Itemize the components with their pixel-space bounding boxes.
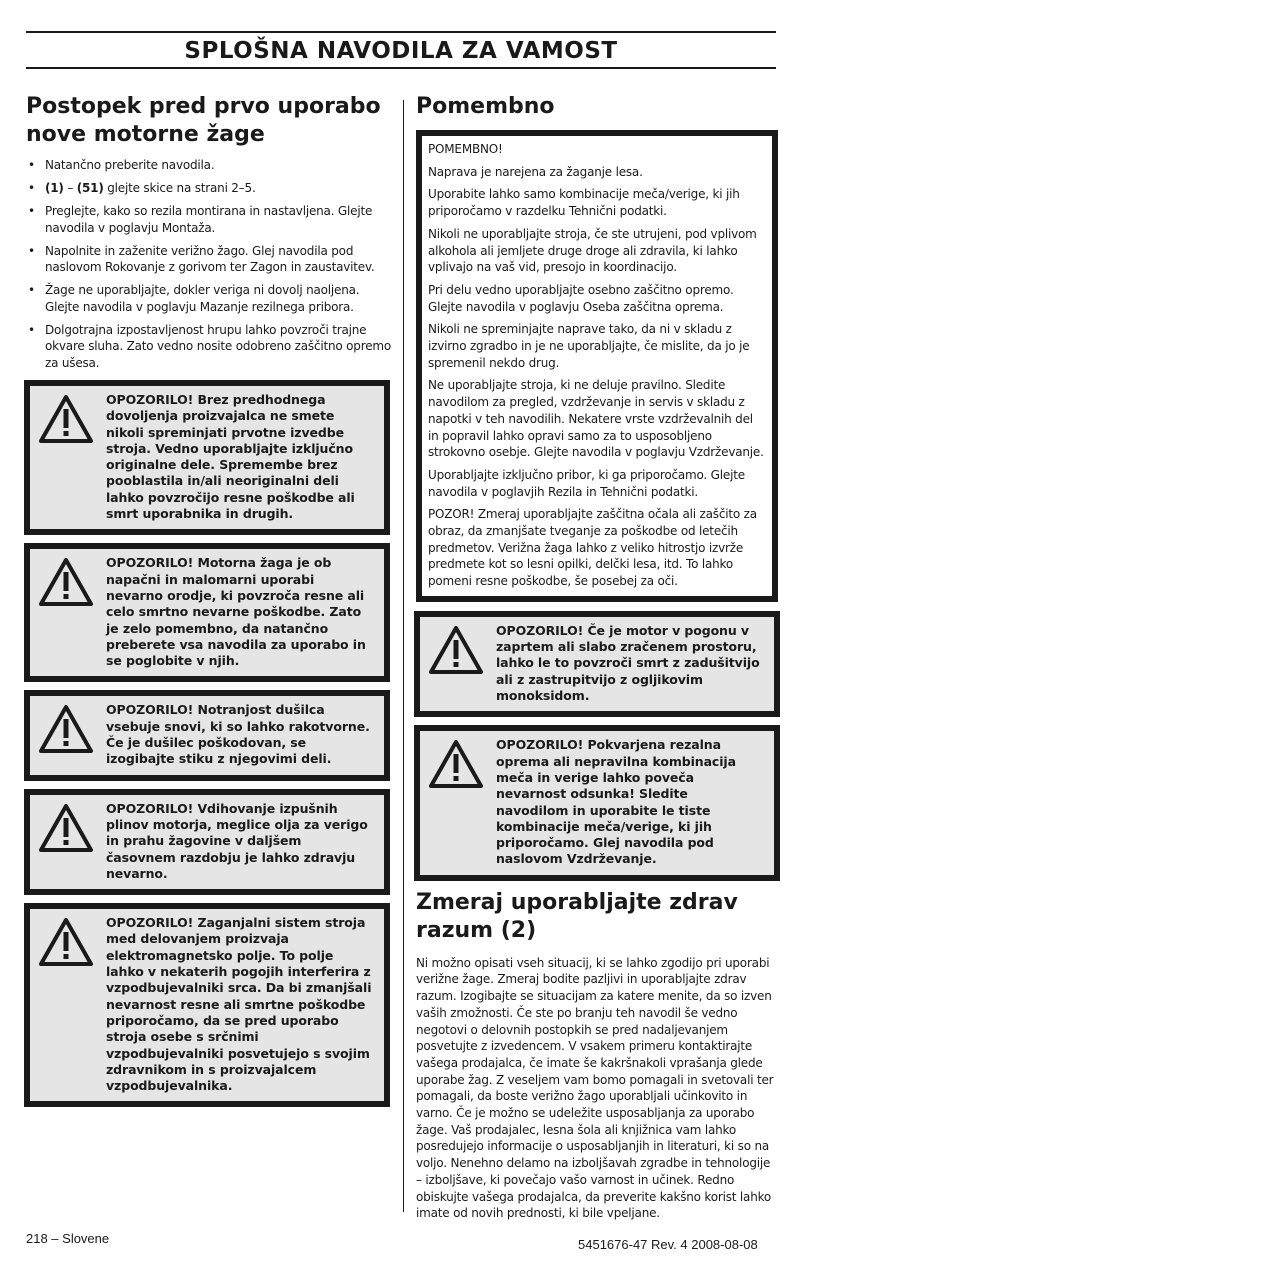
right-column: [416, 93, 778, 1222]
warning-triangle-icon: [38, 394, 94, 444]
column-divider: [403, 100, 404, 1212]
figure-ref-end: (51): [76, 181, 104, 195]
right-warnings: [416, 611, 778, 881]
left-column: [26, 93, 391, 1115]
list-item: [26, 180, 391, 197]
warning-triangle-icon: [428, 739, 484, 789]
document-reference: 5451676-47 Rev. 4 2008-08-08: [578, 1237, 758, 1252]
warning-triangle-icon: [428, 625, 484, 675]
warning-box: [414, 725, 780, 880]
warning-box: [414, 611, 780, 717]
warning-text: OPOZORILO! Motorna žaga je ob napačni in malomarni uporabi nevarno orodje, ki povzroča resne ali celo smrtno nevarne poškodbe. Zato je zelo pomembno, da natančno preberete vsa navodila za uporabo in se poglobite v njih.: [106, 555, 366, 669]
warning-triangle-icon: [38, 557, 94, 607]
important-paragraph: Ne uporabljajte stroja, ki ne deluje pravilno. Sledite navodilom za pregled, vzdrževanje in servis v skladu z napotki v teh navodilih. Nekatere vrste vzdrževalnih del in popravil lahko opravi samo za to usposobljeno strokovno osebje. Glejte navodila v poglavju Vzdrževanje.: [428, 378, 764, 460]
left-warnings: [26, 380, 391, 1107]
list-item: • Preglejte, kako so rezila montirana in nastavljena. Glejte navodila v poglavju Montaža.: [26, 203, 391, 236]
warning-box: [24, 690, 390, 780]
important-paragraph: POMEMBNO!: [428, 142, 503, 156]
warning-box: [24, 789, 390, 895]
warning-text: OPOZORILO! Zaganjalni sistem stroja med delovanjem proizvaja elektromagnetsko polje. To polje lahko v nekaterih pogojih interferira z vzpodbujevalniki srca. Da bi zmanjšali nevarnost resne ali smrtne poškodbe priporočamo, da se pred uporabo stroja osebe s srčnimi vzpodbujevalniki posvetujejo s svojim zdravnikom in s proizvajalcem vzpodbujevalnika.: [106, 915, 372, 1094]
important-paragraph: Pri delu vedno uporabljajte osebno zaščitno opremo. Glejte navodila v poglavju Oseba zaščitna oprema.: [428, 282, 734, 314]
warning-text: OPOZORILO! Notranjost dušilca vsebuje snovi, ki so lahko rakotvorne. Če je dušilec poškodovan, se izogibajte stiku z njegovimi deli.: [106, 702, 370, 767]
important-paragraph: Nikoli ne spreminjajte naprave tako, da ni v skladu z izvirno zgradbo in je ne uporabljajte, če mislite, da jo je spremenil nekdo drug.: [428, 322, 750, 370]
important-paragraph: Naprava je narejena za žaganje lesa.: [428, 164, 643, 179]
figure-ref-start: (1): [45, 181, 64, 195]
page-title: SPLOŠNA NAVODILA ZA VAMOST: [26, 31, 776, 69]
warning-text: OPOZORILO! Brez predhodnega dovoljenja proizvajalca ne smete nikoli spreminjati prvotne izvedbe stroja. Vedno uporabljajte izključno originalne dele. Spremembe brez pooblastila in/ali neoriginalni deli lahko povzročijo resne poškodbe ali smrt uporabnika in drugih.: [106, 392, 355, 522]
warning-text: OPOZORILO! Pokvarjena rezalna oprema ali nepravilna kombinacija meča in verige lahko poveča nevarnost odsunka! Sledite navodilom in uporabite le tiste kombinacije meča/verige, ki jih priporočamo. Glej navodila pod naslovom Vzdrževanje.: [496, 737, 736, 867]
warning-triangle-icon: [38, 803, 94, 853]
warning-text: OPOZORILO! Vdihovanje izpušnih plinov motorja, meglice olja za verigo in prahu žagovine v daljšem časovnem razdobju je lahko zdravju nevarno.: [106, 800, 368, 881]
warning-box: [24, 903, 390, 1107]
figure-ref-text: glejte skice na strani 2–5.: [103, 181, 256, 195]
warning-text: OPOZORILO! Če je motor v pogonu v zaprtem ali slabo zračenem prostoru, lahko le to povzroči smrt z zadušitvijo ali z zastrupitvijo z ogljikovim monoksidom.: [496, 622, 760, 704]
warning-box: [24, 380, 390, 535]
warning-triangle-icon: [38, 704, 94, 754]
figure-ref-sep: –: [63, 181, 77, 195]
important-paragraph: Uporabljajte izključno pribor, ki ga priporočamo. Glejte navodila v poglavjih Rezila in Tehnični podatki.: [428, 467, 745, 499]
important-paragraph: Nikoli ne uporabljajte stroja, če ste utrujeni, pod vplivom alkohola ali jemljete druge droge ali zdravila, ki lahko vplivajo na vaš vid, presojo in koordinacijo.: [428, 226, 757, 275]
important-box: [416, 130, 778, 602]
first-use-steps: [26, 157, 391, 371]
common-sense-body: Ni možno opisati vseh situacij, ki se lahko zgodijo pri uporabi verižne žage. Zmeraj bodite pazljivi in uporabljajte zdrav razum. Izogibajte se situacijam za katere menite, da so izven vaših zmožnosti. Če ste po branju teh navodil še vedno negotovi o delovnih postopkih se pred nadaljevanjem posvetujte z izvedencem. V vsakem primeru kontaktirajte vašega prodajalca, če imate še kakršnakoli vprašanja glede uporabe žag. Z veseljem vam bomo pomagali in svetovali ter pomagali, da boste verižno žago uporabljali učinkovito in varno. Če je možno se udeležite usposabljanja za uporabo žage. Vaš prodajalec, lesna šola ali knjižnica vam lahko posredujejo informacije o usposabljanjih in literaturi, ki so na voljo. Nenehno delamo na izboljšavah zgradbe in tehnologije – izboljšave, ki povečajo vašo varnost in učinek. Redno obiskujte vašega prodajalca, da preverite kakšno korist lahko imate od novih prednosti, ki bile vpeljane.: [416, 955, 774, 1221]
important-paragraph: POZOR! Zmeraj uporabljajte zaščitna očala ali zaščito za obraz, da zmanjšate tveganje za poškodbe od letečih predmetov. Verižna žaga lahko z veliko hitrostjo izvrže predmete kot so lesni opilki, delčki lesa, itd. To lahko pomeni resne poškodbe, še posebej za oči.: [428, 507, 757, 589]
section-heading-important: Pomembno: [416, 94, 555, 119]
warning-box: [24, 543, 390, 682]
important-paragraph: Uporabite lahko samo kombinacije meča/verige, ki jih priporočamo v razdelku Tehnični podatki.: [428, 187, 740, 219]
common-sense-section: [416, 889, 778, 1222]
list-item: • Dolgotrajna izpostavljenost hrupu lahko povzroči trajne okvare sluha. Zato vedno nosite odobreno zaščitno opremo za ušesa.: [26, 322, 391, 372]
list-item: • Napolnite in zaženite verižno žago. Glej navodila pod naslovom Rokovanje z gorivom ter Zagon in zaustavitev.: [26, 243, 391, 276]
page-number: 218 – Slovene: [26, 1231, 110, 1246]
list-item: • Natančno preberite navodila.: [26, 157, 391, 174]
warning-triangle-icon: [38, 917, 94, 967]
list-item: • Žage ne uporabljajte, dokler veriga ni dovolj naoljena. Glejte navodila v poglavju Mazanje rezilnega pribora.: [26, 282, 391, 315]
section-heading-common-sense: Zmeraj uporabljajte zdrav razum (2): [416, 889, 738, 943]
section-heading-first-use: Postopek pred prvo uporabo nove motorne žage: [26, 94, 381, 147]
